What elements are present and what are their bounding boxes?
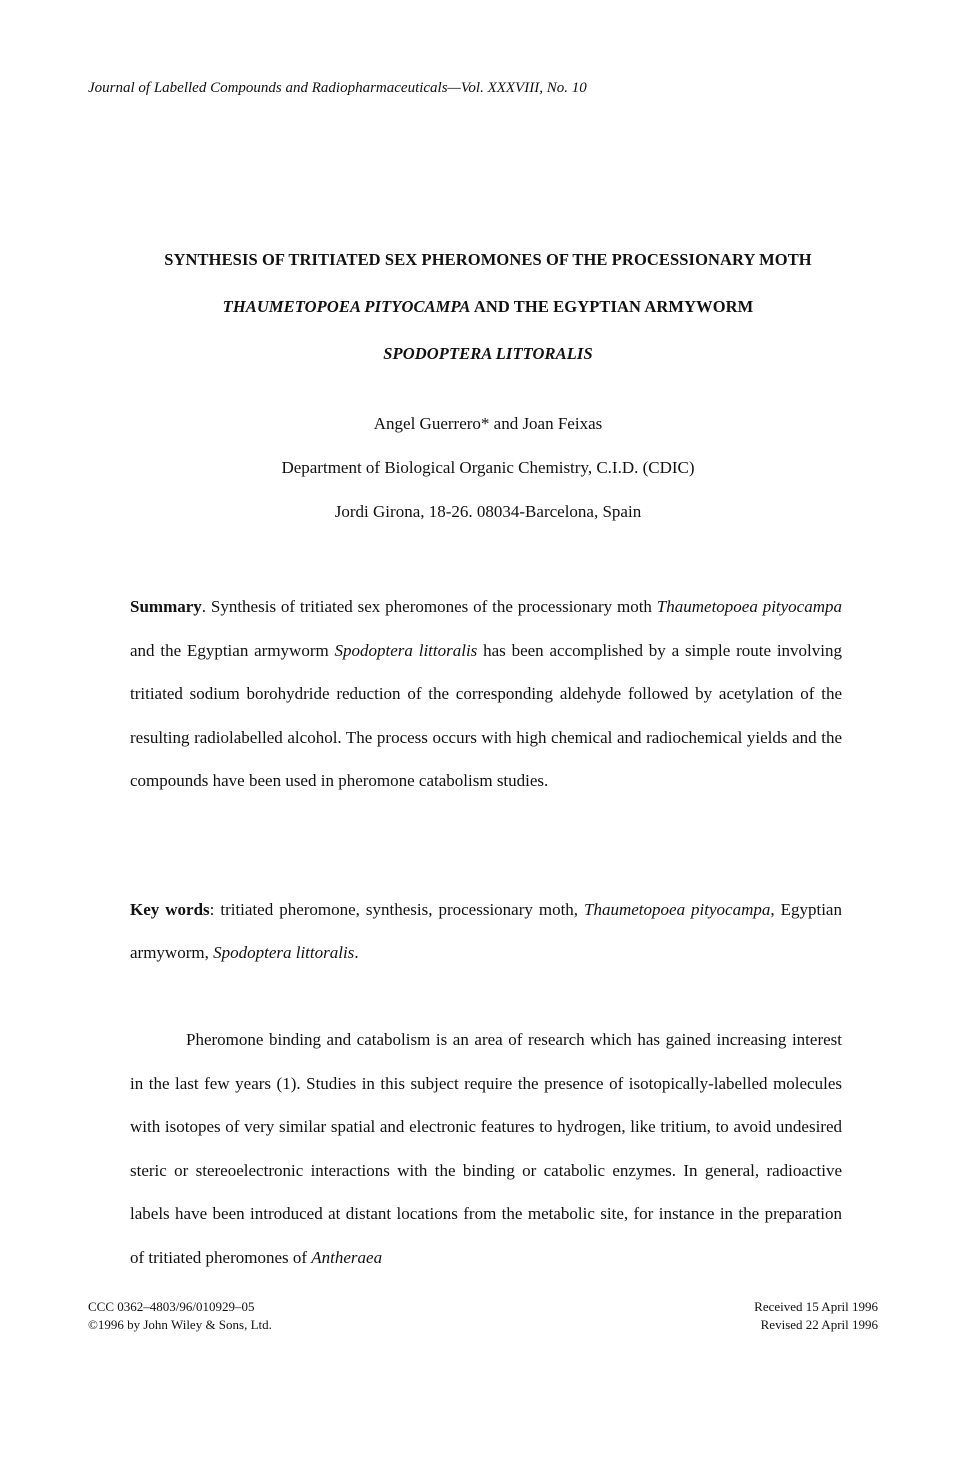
summary-text-1: . Synthesis of tritiated sex pheromones of the processionary moth bbox=[201, 597, 657, 616]
title-species-thaumetopoea: THAUMETOPOEA PITYOCAMPA bbox=[222, 297, 471, 316]
keywords-species-1: Thaumetopoea pityocampa bbox=[584, 900, 771, 919]
body-text: Pheromone binding and catabolism is an area of research which has gained increasing interest in the last few years (1). Studies in this subject require the presence of isotopically-labelled molecules with isotopes of very similar spatial and electronic features to hydrogen, like tritium, to avoid undesired steric or stereoelectronic interactions with the binding or catabolic enzymes. In general, radioactive labels have been introduced at distant locations from the metabolic site, for instance in the preparation of tritiated pheromones of bbox=[130, 1030, 842, 1267]
author-department: Department of Biological Organic Chemistry, C.I.D. (CDIC) bbox=[281, 458, 695, 477]
keywords-text-2: , Egyptian armyworm, bbox=[130, 900, 842, 962]
received-date: Received 15 April 1996 bbox=[754, 1299, 878, 1314]
journal-header: Journal of Labelled Compounds and Radiopharmaceuticals—Vol. XXXVIII, No. 10 bbox=[88, 80, 587, 96]
body-species-antheraea: Antheraea bbox=[311, 1247, 383, 1267]
author-names: Angel Guerrero* and Joan Feixas bbox=[373, 414, 603, 433]
keywords-text-1: : tritiated pheromone, synthesis, processionary moth, bbox=[209, 900, 585, 919]
summary-species-1: Thaumetopoea pityocampa bbox=[656, 597, 843, 616]
ccc-code: CCC 0362–4803/96/010929–05 bbox=[88, 1299, 255, 1314]
author-address: Jordi Girona, 18-26. 08034-Barcelona, Spain bbox=[334, 502, 642, 521]
keywords-text-3: . bbox=[354, 943, 359, 962]
footer-right bbox=[754, 1298, 878, 1334]
copyright: ©1996 by John Wiley & Sons, Ltd. bbox=[88, 1317, 272, 1332]
body-paragraph bbox=[130, 1018, 842, 1280]
title-species-spodoptera: SPODOPTERA LITTORALIS bbox=[383, 344, 593, 363]
footer-left bbox=[88, 1298, 272, 1334]
title-line-2 bbox=[0, 283, 976, 330]
summary-paragraph bbox=[130, 585, 842, 803]
keywords-label: Key words bbox=[130, 900, 210, 919]
summary-species-2: Spodoptera littoralis bbox=[334, 640, 478, 660]
keywords-paragraph bbox=[130, 888, 842, 974]
title-line-2-rest: AND THE EGYPTIAN ARMYWORM bbox=[470, 297, 754, 316]
summary-label: Summary bbox=[130, 597, 202, 616]
summary-text-3: has been accomplished by a simple route involving tritiated sodium borohydride reduction of the corresponding aldehyde followed by acetylation of the resulting radiolabelled alcohol. The process occurs with high chemical and radiochemical yields and the compounds have been used in pheromone catabolism studies. bbox=[130, 640, 842, 791]
summary-text-2: and the Egyptian armyworm bbox=[130, 640, 335, 660]
title-line-1: SYNTHESIS OF TRITIATED SEX PHEROMONES OF THE PROCESSIONARY MOTH bbox=[164, 250, 812, 269]
author-block bbox=[0, 410, 976, 542]
article-title bbox=[0, 236, 976, 377]
revised-date: Revised 22 April 1996 bbox=[760, 1317, 878, 1332]
keywords-species-2: Spodoptera littoralis bbox=[213, 943, 355, 962]
